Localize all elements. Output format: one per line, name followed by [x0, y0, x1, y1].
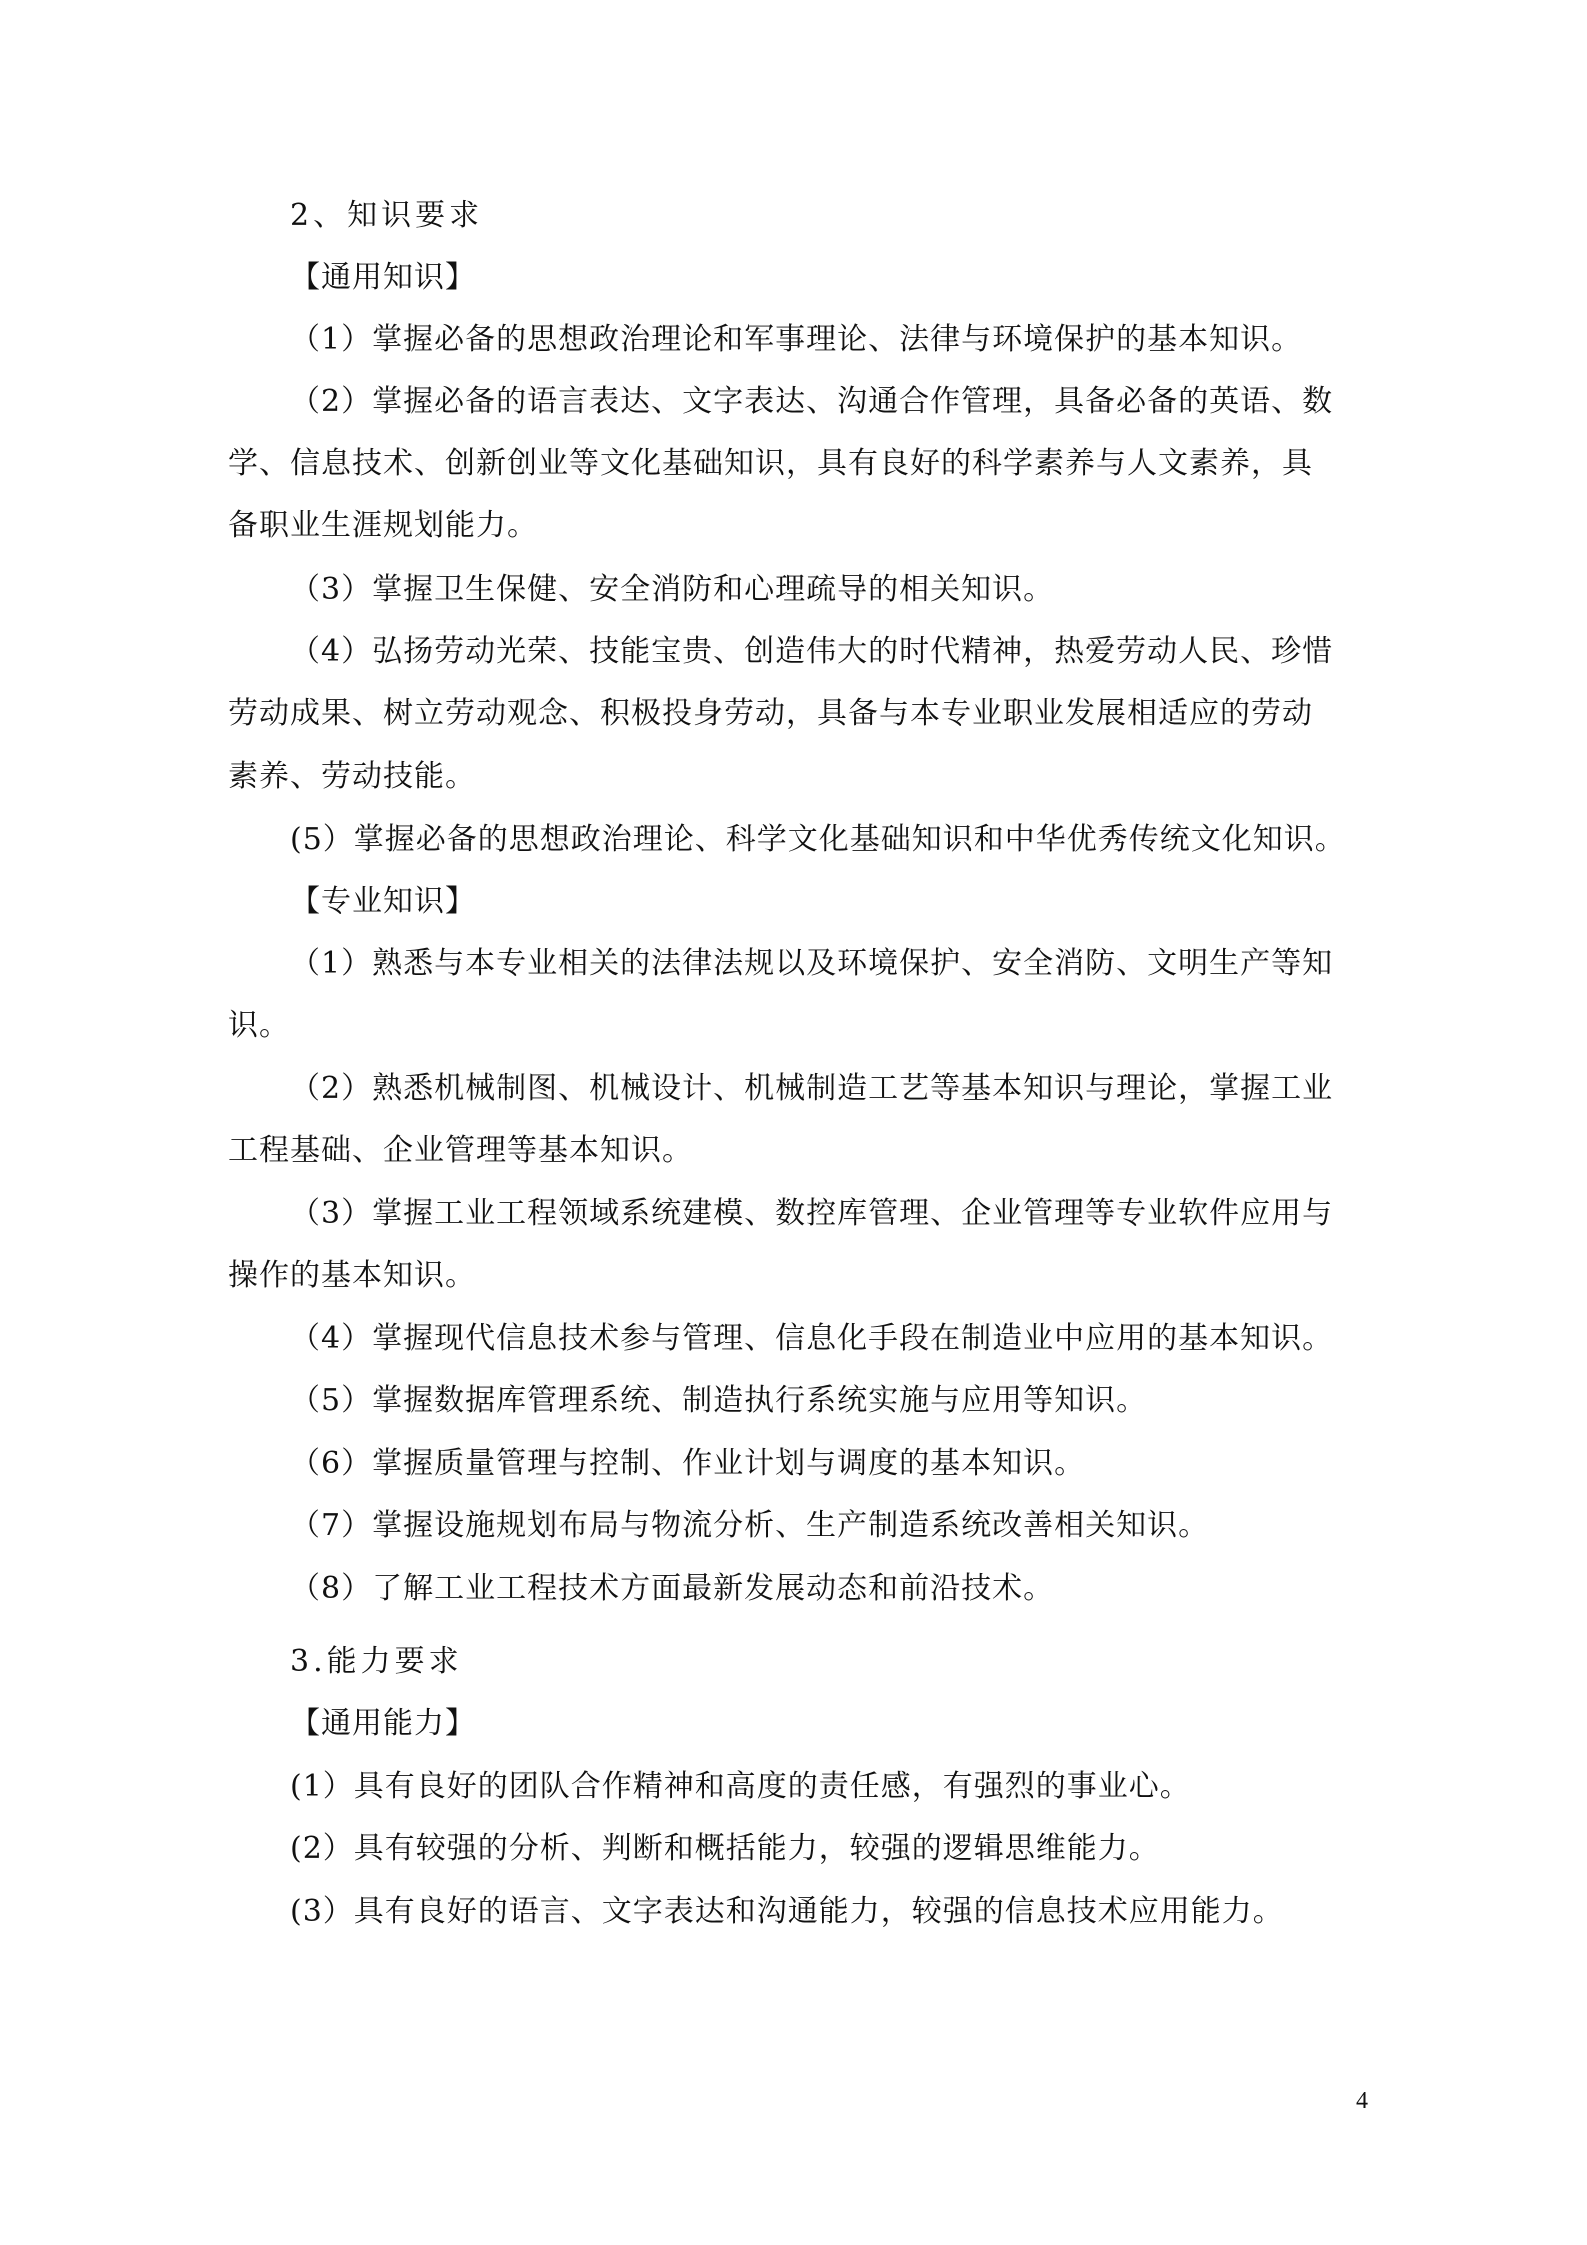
- paragraph-line: (3）具有良好的语言、文字表达和沟通能力，较强的信息技术应用能力。: [290, 1894, 1284, 1929]
- paragraph-line: （4）弘扬劳动光荣、技能宝贵、创造伟大的时代精神，热爱劳动人民、珍惜: [290, 634, 1334, 669]
- paragraph-line: (1）具有良好的团队合作精神和高度的责任感，有强烈的事业心。: [290, 1769, 1191, 1804]
- paragraph-line: （4）掌握现代信息技术参与管理、信息化手段在制造业中应用的基本知识。: [290, 1321, 1334, 1356]
- paragraph-line: 操作的基本知识。: [228, 1258, 476, 1293]
- paragraph-line: 素养、劳动技能。: [228, 759, 476, 794]
- paragraph-line: （3）掌握工业工程领域系统建模、数控库管理、企业管理等专业软件应用与: [290, 1196, 1334, 1231]
- paragraph-line: 劳动成果、树立劳动观念、积极投身劳动，具备与本专业职业发展相适应的劳动: [228, 696, 1313, 731]
- section-heading-knowledge: 2、知识要求: [290, 198, 484, 233]
- paragraph-line: 工程基础、企业管理等基本知识。: [228, 1133, 693, 1168]
- paragraph-line: （1）熟悉与本专业相关的法律法规以及环境保护、安全消防、文明生产等知: [290, 946, 1334, 981]
- subheading-general-ability: 【通用能力】: [290, 1706, 476, 1741]
- paragraph-line: （8）了解工业工程技术方面最新发展动态和前沿技术。: [290, 1571, 1055, 1606]
- paragraph-line: （6）掌握质量管理与控制、作业计划与调度的基本知识。: [290, 1446, 1086, 1481]
- subheading-general-knowledge: 【通用知识】: [290, 260, 476, 295]
- paragraph-line: （7）掌握设施规划布局与物流分析、生产制造系统改善相关知识。: [290, 1508, 1210, 1543]
- paragraph-line: （1）掌握必备的思想政治理论和军事理论、法律与环境保护的基本知识。: [290, 322, 1303, 357]
- subheading-professional-knowledge: 【专业知识】: [290, 884, 476, 919]
- page-number: 4: [1356, 2088, 1368, 2114]
- paragraph-line: 识。: [228, 1008, 290, 1043]
- paragraph-line: （2）掌握必备的语言表达、文字表达、沟通合作管理，具备必备的英语、数: [290, 384, 1334, 419]
- paragraph-line: （5）掌握数据库管理系统、制造执行系统实施与应用等知识。: [290, 1383, 1148, 1418]
- paragraph-line: （2）熟悉机械制图、机械设计、机械制造工艺等基本知识与理论，掌握工业: [290, 1071, 1334, 1106]
- paragraph-line: (5）掌握必备的思想政治理论、科学文化基础知识和中华优秀传统文化知识。: [290, 822, 1346, 857]
- paragraph-line: (2）具有较强的分析、判断和概括能力，较强的逻辑思维能力。: [290, 1831, 1160, 1866]
- paragraph-line: 备职业生涯规划能力。: [228, 508, 538, 543]
- paragraph-line: （3）掌握卫生保健、安全消防和心理疏导的相关知识。: [290, 572, 1055, 607]
- section-heading-ability: 3.能力要求: [290, 1644, 463, 1679]
- paragraph-line: 学、信息技术、创新创业等文化基础知识，具有良好的科学素养与人文素养，具: [228, 446, 1313, 481]
